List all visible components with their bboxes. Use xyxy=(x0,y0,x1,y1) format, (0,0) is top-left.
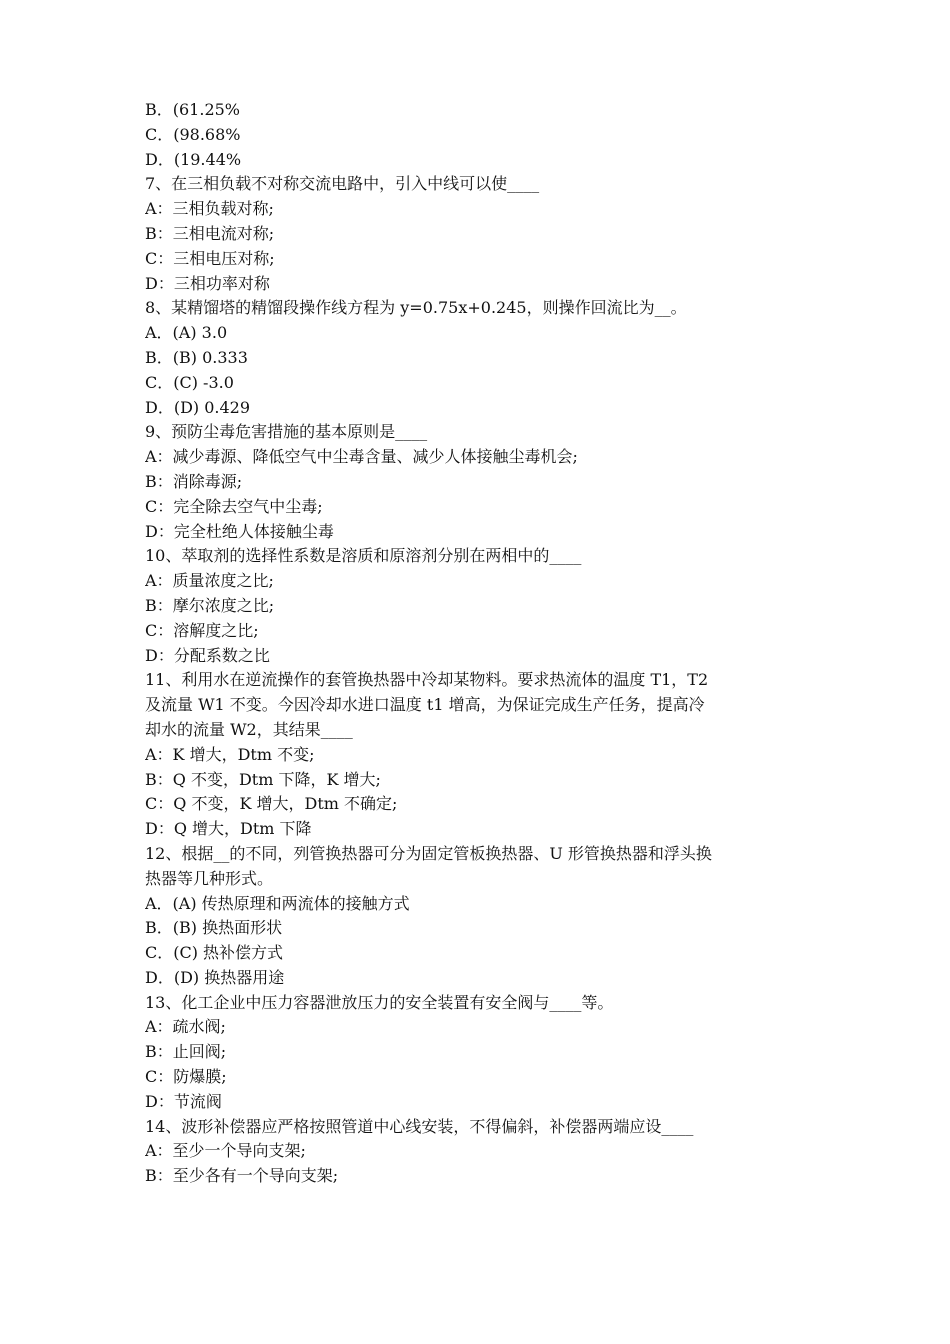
question-11-cont: 却水的流量 W2，其结果____ xyxy=(145,719,353,739)
question-14: 14、波形补偿器应严格按照管道中心线安装，不得偏斜，补偿器两端应设____ xyxy=(145,1116,694,1136)
option-line: B：Q 不变，Dtm 下降，K 增大; xyxy=(145,769,381,789)
option-line: A：减少毒源、降低空气中尘毒含量、减少人体接触尘毒机会; xyxy=(145,447,578,467)
option-line: C：三相电压对称; xyxy=(145,248,275,268)
question-8: 8、某精馏塔的精馏段操作线方程为 y=0.75x+0.245，则操作回流比为__。 xyxy=(145,298,687,318)
option-line: D．(19.44% xyxy=(145,149,242,169)
option-line: D：分配系数之比 xyxy=(145,645,270,665)
option-line: A：疏水阀; xyxy=(145,1017,226,1037)
option-line: C：溶解度之比; xyxy=(145,620,259,640)
question-12-cont: 热器等几种形式。 xyxy=(145,868,274,888)
option-line: D：三相功率对称 xyxy=(145,273,270,293)
question-13: 13、化工企业中压力容器泄放压力的安全装置有安全阀与____等。 xyxy=(145,992,614,1012)
option-line: A：至少一个导向支架; xyxy=(145,1141,306,1161)
option-line: A．(A) 传热原理和两流体的接触方式 xyxy=(145,893,410,913)
question-9: 9、预防尘毒危害措施的基本原则是____ xyxy=(145,422,428,442)
option-line: C．(98.68% xyxy=(145,124,241,144)
question-11: 11、利用水在逆流操作的套管换热器中冷却某物料。要求热流体的温度 T1，T2 xyxy=(145,670,709,690)
question-10: 10、萃取剂的选择性系数是溶质和原溶剂分别在两相中的____ xyxy=(145,546,582,566)
option-line: D．(D) 换热器用途 xyxy=(145,967,285,987)
option-line: D．(D) 0.429 xyxy=(145,397,251,417)
option-line: B．(61.25% xyxy=(145,100,241,119)
option-line: B：止回阀; xyxy=(145,1042,227,1062)
option-line: C：Q 不变，K 增大，Dtm 不确定; xyxy=(145,794,398,814)
option-line: B：三相电流对称; xyxy=(145,223,275,243)
option-line: B：消除毒源; xyxy=(145,471,243,491)
option-line: A：K 增大，Dtm 不变; xyxy=(145,744,315,764)
question-12: 12、根据__的不同，列管换热器可分为固定管板换热器、U 形管换热器和浮头换 xyxy=(145,843,712,863)
option-line: C：防爆膜; xyxy=(145,1067,227,1087)
option-line: C：完全除去空气中尘毒; xyxy=(145,496,323,516)
question-7: 7、在三相负载不对称交流电路中，引入中线可以使____ xyxy=(145,174,540,194)
option-line: B：摩尔浓度之比; xyxy=(145,595,275,615)
question-11-cont: 及流量 W1 不变。今因冷却水进口温度 t1 增高，为保证完成生产任务，提高冷 xyxy=(145,695,705,715)
option-line: C．(C) 热补偿方式 xyxy=(145,943,284,963)
option-line: D：完全杜绝人体接触尘毒 xyxy=(145,521,334,541)
option-line: A：三相负载对称; xyxy=(145,199,274,219)
option-line: C．(C) -3.0 xyxy=(145,372,234,392)
option-line: D：Q 增大，Dtm 下降 xyxy=(145,819,312,839)
document-page xyxy=(145,98,810,1189)
option-line: A．(A) 3.0 xyxy=(145,323,228,343)
option-line: B：至少各有一个导向支架; xyxy=(145,1166,339,1186)
option-line: D：节流阀 xyxy=(145,1091,222,1111)
option-line: B．(B) 0.333 xyxy=(145,347,248,367)
option-line: A：质量浓度之比; xyxy=(145,571,274,591)
option-line: B．(B) 换热面形状 xyxy=(145,918,283,938)
